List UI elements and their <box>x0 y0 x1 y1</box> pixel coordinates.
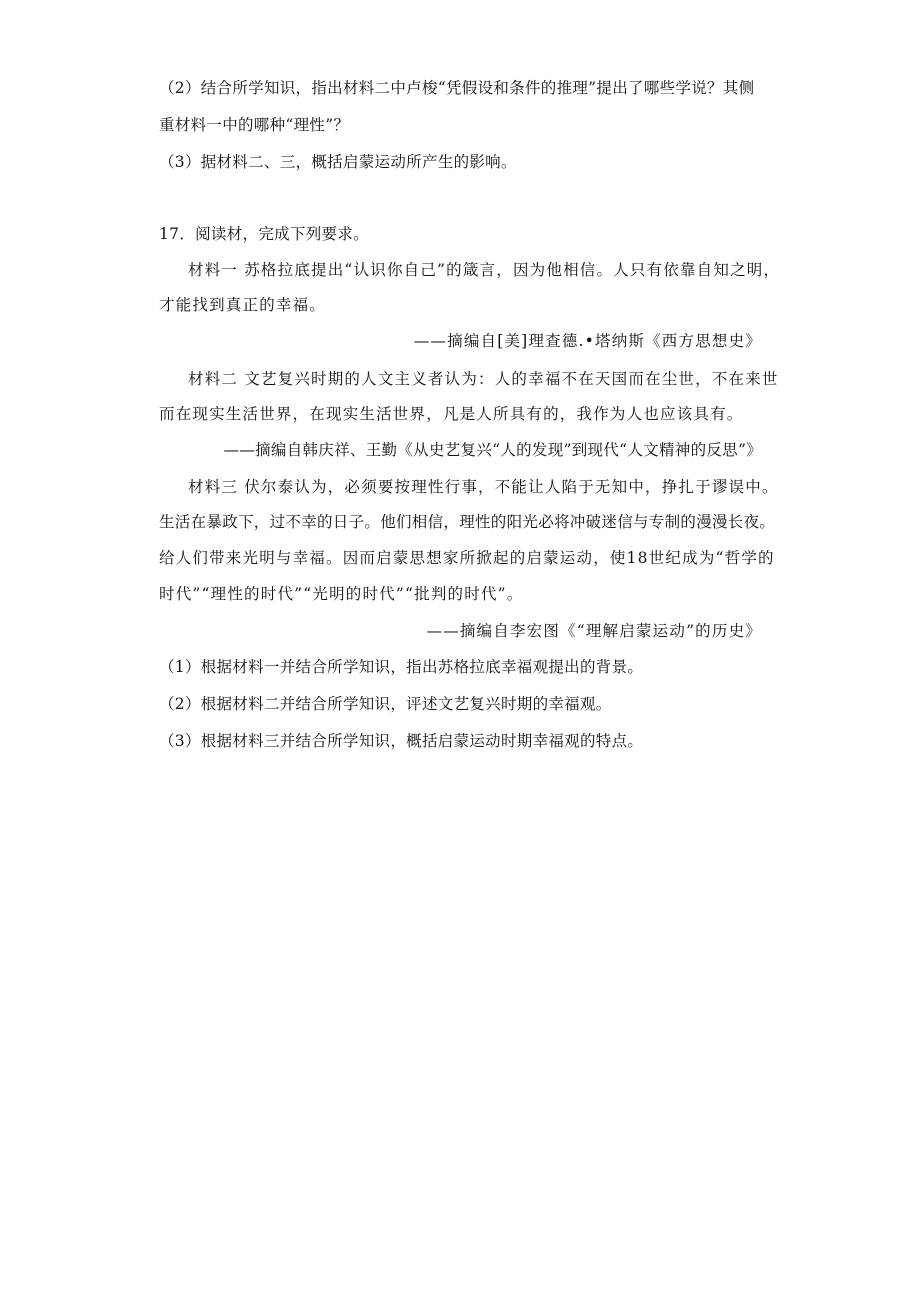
material3-line4: 时代”“理性的时代”“光明的时代”“批判的时代”。 <box>159 585 524 603</box>
material2-line2: 而在现实生活世界，在现实生活世界，凡是人所具有的，我作为人也应该具有。 <box>159 405 744 423</box>
material1-line2: 才能找到真正的幸福。 <box>159 296 327 314</box>
sub-question-1: （1）根据材料一并结合所学知识，指出苏格拉底幸福观提出的背景。 <box>159 658 644 676</box>
question-17-header: 17．阅读材，完成下列要求。 <box>159 225 369 243</box>
material1-line1: 材料一 苏格拉底提出“认识你自己”的箴言，因为他相信。人只有依靠自知之明， <box>188 261 781 279</box>
prev-q2-line2: 重材料一中的哪种“理性”？ <box>159 116 350 134</box>
prev-q3: （3）据材料二、三，概括启蒙运动所产生的影响。 <box>159 153 517 171</box>
material3-line1: 材料三 伏尔泰认为，必须要按理性行事，不能让人陷于无知中，挣扎于谬误中。 <box>188 478 779 496</box>
material2-line1: 材料二 文艺复兴时期的人文主义者认为：人的幸福不在天国而在尘世，不在来世 <box>188 370 779 388</box>
material2-source: ——摘编自韩庆祥、王勤《从史艺复兴“人的发现”到现代“人文精神的反思”》 <box>223 441 762 459</box>
material3-line3: 给人们带来光明与幸福。因而启蒙思想家所掀起的启蒙运动，使18世纪成为“哲学的 <box>159 549 775 567</box>
sub-question-2: （2）根据材料二并结合所学知识，评述文艺复兴时期的幸福观。 <box>159 695 612 713</box>
material3-source: ——摘编自李宏图《“理解启蒙运动”的历史》 <box>426 622 762 640</box>
material3-line2: 生活在暴政下，过不幸的日子。他们相信，理性的阳光必将冲破迷信与专制的漫漫长夜。 <box>159 513 776 531</box>
material1-source: ——摘编自[美]理查德.•塔纳斯《西方思想史》 <box>413 332 762 350</box>
sub-question-3: （3）根据材料三并结合所学知识，概括启蒙运动时期幸福观的特点。 <box>159 732 644 750</box>
prev-q2-line1: （2）结合所学知识，指出材料二中卢梭“凭假设和条件的推理”提出了哪些学说？其侧 <box>159 79 755 97</box>
